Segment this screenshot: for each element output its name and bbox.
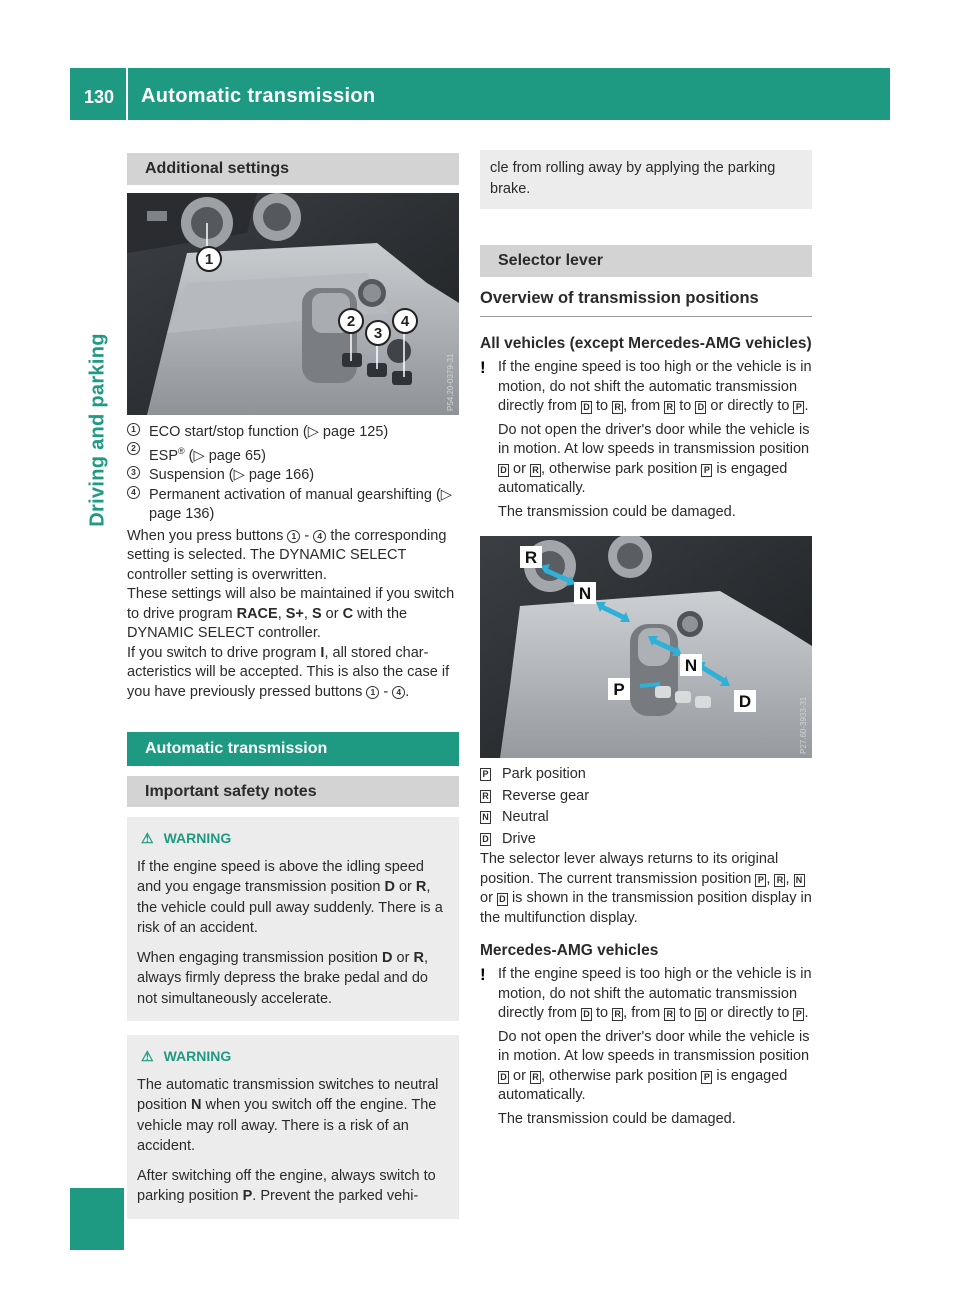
selector-lever-photo — [480, 536, 812, 758]
header-divider — [126, 68, 128, 120]
paragraph-selector-return: The selector lever always returns to its original position. The current transmission position P , R , N or D is shown in the transmission position display in the multifunction display. — [480, 851, 812, 926]
position-item: R Reverse gear — [480, 786, 812, 808]
button-legend — [127, 423, 459, 525]
legend-item: 2 ESP® (▷ page 65) — [127, 442, 459, 466]
legend-item: 4 Permanent activation of manual gearshifting (▷ page 136) — [127, 486, 459, 525]
note-amg: ! If the engine speed is too high or the vehicle is in motion, do not shift the automatic transmission directly from D to R , from R to D or directly to P . Do not open the driver's door while the vehicle is in motion. At low speeds in transmission position D or R , otherwise park position P is engaged automatically. The transmission could be damaged. — [480, 965, 812, 1127]
warning-box-2: ⚠ WARNING The automatic transmission switches to neutral position N when you switch off the engine. The vehicle may roll away. There is a risk of an accident. After switching off the engine, always switch to parking position P. Prevent the parked vehi- — [127, 1035, 459, 1219]
legend-item: 3 Suspension (▷ page 166) — [127, 466, 459, 486]
note-icon: ! — [480, 358, 486, 377]
svg-text:1: 1 — [204, 250, 214, 268]
photo1-code: P54.20-0379-31 — [446, 353, 455, 411]
photo2-label-d: D — [738, 692, 752, 711]
page-number: 130 — [84, 87, 115, 107]
warning-label: WARNING — [163, 830, 232, 847]
side-tab-marker — [70, 1188, 124, 1250]
position-item: N Neutral — [480, 807, 812, 829]
paragraph-individual: If you switch to drive program I, all stored characteristics will be accepted. This is also the case if you have previously pressed buttons 1 - 4 . — [127, 644, 450, 700]
svg-text:2: 2 — [346, 312, 356, 330]
svg-text:3: 3 — [373, 324, 383, 342]
section-additional-settings: Additional settings — [127, 153, 459, 185]
section-safety-notes: Important safety notes — [127, 776, 459, 808]
side-chapter-label: Driving and parking — [86, 333, 109, 527]
note-icon: ! — [480, 965, 486, 984]
warning-continued: cle from rolling away by applying the parking brake. — [480, 150, 812, 209]
positions-legend — [480, 764, 812, 850]
overview-title: Overview of transmission positions — [480, 289, 812, 318]
svg-text:4: 4 — [400, 312, 410, 330]
note-all-vehicles: ! If the engine speed is too high or the vehicle is in motion, do not shift the automatic transmission directly from D to R , from R to D or directly to P . Do not open the driver's door while the vehicle is in motion. At low speeds in transmission position D or R , otherwise park position P is engaged automatically. The transmission could be damaged. — [480, 358, 812, 520]
warning-icon: ⚠ — [141, 830, 154, 847]
dashboard-buttons-photo — [127, 193, 459, 415]
photo2-label-r: R — [524, 548, 538, 567]
section-automatic-transmission: Automatic transmission — [127, 732, 459, 766]
position-item: P Park position — [480, 764, 812, 786]
paragraph-buttons: When you press buttons 1 - 4 the corresponding setting is selected. The DYNAMIC SELECT controller setting is overwritten. — [127, 527, 447, 583]
page-title: Automatic transmission — [141, 85, 376, 107]
amg-vehicles-title: Mercedes-AMG vehicles — [480, 942, 659, 959]
position-item: D Drive — [480, 829, 812, 851]
warning-icon: ⚠ — [141, 1048, 154, 1065]
all-vehicles-title: All vehicles (except Mercedes-AMG vehicles) — [480, 335, 812, 352]
photo2-label-n-second: N — [684, 656, 698, 675]
warning-label: WARNING — [163, 1048, 232, 1065]
section-selector-lever: Selector lever — [480, 245, 812, 277]
left-column — [127, 150, 459, 1219]
page-header — [70, 68, 890, 120]
warning-box-1: ⚠ WARNING If the engine speed is above the idling speed and you engage transmission position D or R, the vehicle could pull away suddenly. There is a risk of an accident. When engaging transmission position D or R, always firmly depress the brake pedal and do not simultaneously accelerate. — [127, 817, 459, 1021]
photo2-code: P27.60-3933-31 — [799, 696, 808, 754]
photo2-label-p: P — [613, 680, 625, 699]
right-column — [480, 150, 812, 1133]
paragraph-drive-programs: These settings will also be maintained if you switch to drive program RACE, S+, S or C with the DYNAMIC SELECT controller. — [127, 586, 455, 642]
legend-item: 1 ECO start/stop function (▷ page 125) — [127, 423, 459, 443]
photo2-label-n: N — [578, 584, 592, 603]
